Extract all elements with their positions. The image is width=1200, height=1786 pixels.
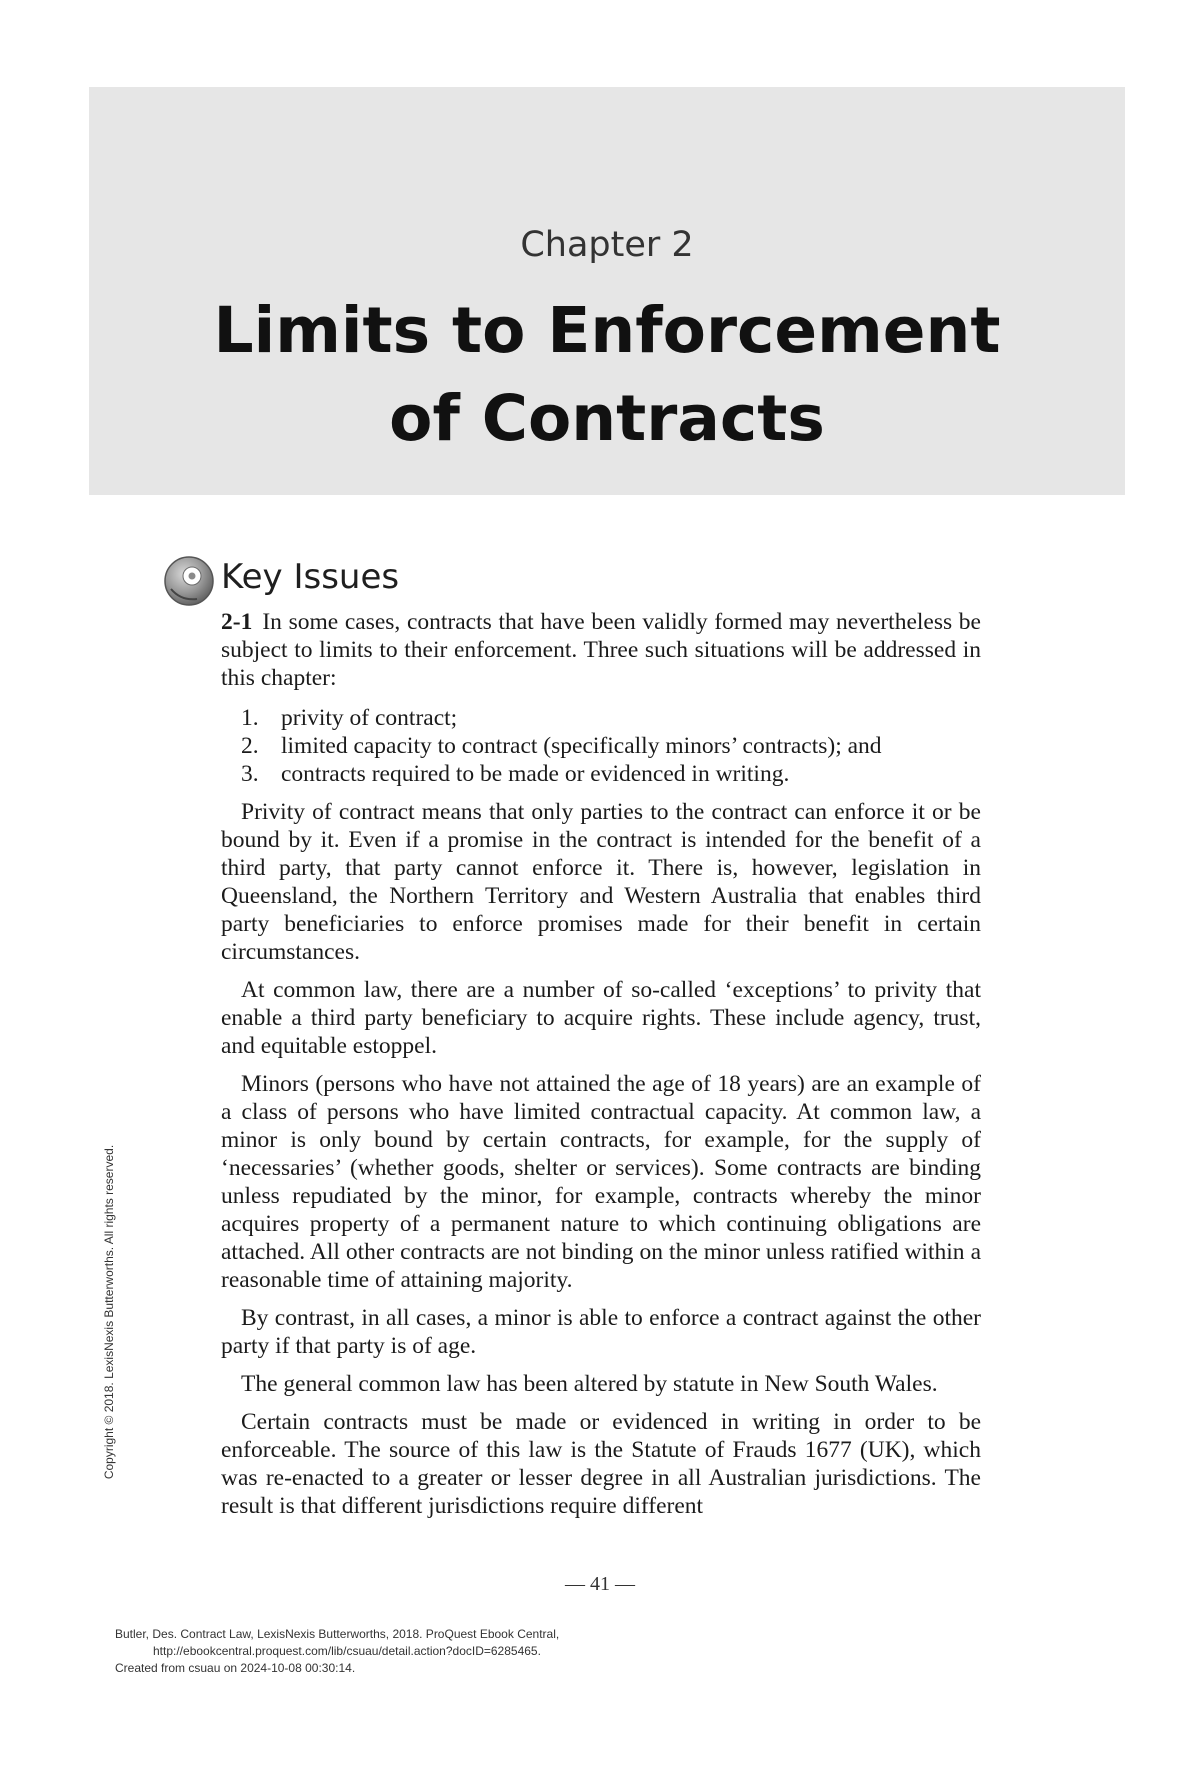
paragraph-privity: Privity of contract means that only parties to the contract can enforce it or be bound by it. Even if a promise in the contract is intended for the benefit of a third party, that party cannot enforce it. There is, however, legislation in Queensland, the Northern Territory and Western Australia that enables third party beneficiaries to enforce promises made for their benefit in certain circumstances. (221, 799, 981, 965)
intro-text: In some cases, contracts that have been validly formed may nevertheless be subject to limits to their enforcement. Three such situations will be addressed in this chapter: (221, 609, 981, 691)
chapter-banner (89, 87, 1125, 495)
list-item (241, 760, 981, 788)
intro-paragraph (221, 608, 981, 692)
list-item-text: privity of contract; (281, 705, 458, 731)
key-issues-heading: Key Issues (221, 557, 400, 597)
chapter-label: Chapter 2 (520, 225, 694, 265)
chapter-title (89, 287, 1125, 463)
paragraph-nsw: The general common law has been altered by statute in New South Wales. (241, 1371, 938, 1397)
paragraph-minors: Minors (persons who have not attained the age of 18 years) are an example of a class of persons who have limited contractual capacity. At common law, a minor is only bound by certain contracts, for example, for the supply of ‘necessaries’ (whether goods, shelter or services). Some contracts are binding unless repudiated by the minor, for example, contracts whereby the minor acquires property of a permanent nature to which continuing obligations are attached. All other contracts are not binding on the minor unless ratified within a reasonable time of attaining majority. (221, 1071, 981, 1293)
disc-icon (163, 555, 215, 607)
paragraph-number: 2-1 (221, 609, 253, 635)
list-item (241, 704, 981, 732)
citation-footer (115, 1626, 559, 1677)
list-item (241, 732, 981, 760)
page-number: — 41 — (565, 1573, 635, 1595)
list-item-number: 2. (241, 733, 259, 759)
chapter-title-line-1: Limits to Enforcement (213, 294, 1001, 367)
list-item-text: contracts required to be made or evidenced in writing. (281, 761, 790, 787)
list-item-number: 3. (241, 761, 259, 787)
paragraph-writing: Certain contracts must be made or evidenced in writing in order to be enforceable. The source of this law is the Statute of Frauds 1677 (UK), which was re-enacted to a greater or lesser degree in all Australian jurisdictions. The result is that different jurisdictions require different (221, 1409, 981, 1519)
body-text (221, 608, 981, 1530)
paragraph-by-contrast: By contrast, in all cases, a minor is able to enforce a contract against the other party if that party is of age. (221, 1305, 981, 1359)
list-item-text: limited capacity to contract (specifically minors’ contracts); and (281, 733, 882, 759)
list-item-number: 1. (241, 705, 259, 731)
chapter-title-line-2: of Contracts (389, 382, 825, 455)
footer-url: http://ebookcentral.proquest.com/lib/csuau/detail.action?docID=6285465. (153, 1644, 541, 1658)
footer-created: Created from csuau on 2024-10-08 00:30:14. (115, 1661, 356, 1675)
side-copyright: Copyright © 2018. LexisNexis Butterworths. All rights reserved. (102, 1144, 116, 1480)
issue-list (221, 704, 981, 788)
paragraph-exceptions: At common law, there are a number of so-called ‘exceptions’ to privity that enable a third party beneficiary to acquire rights. These include agency, trust, and equitable estoppel. (221, 977, 981, 1059)
footer-citation: Butler, Des. Contract Law, LexisNexis Butterworths, 2018. ProQuest Ebook Central, (115, 1627, 560, 1641)
